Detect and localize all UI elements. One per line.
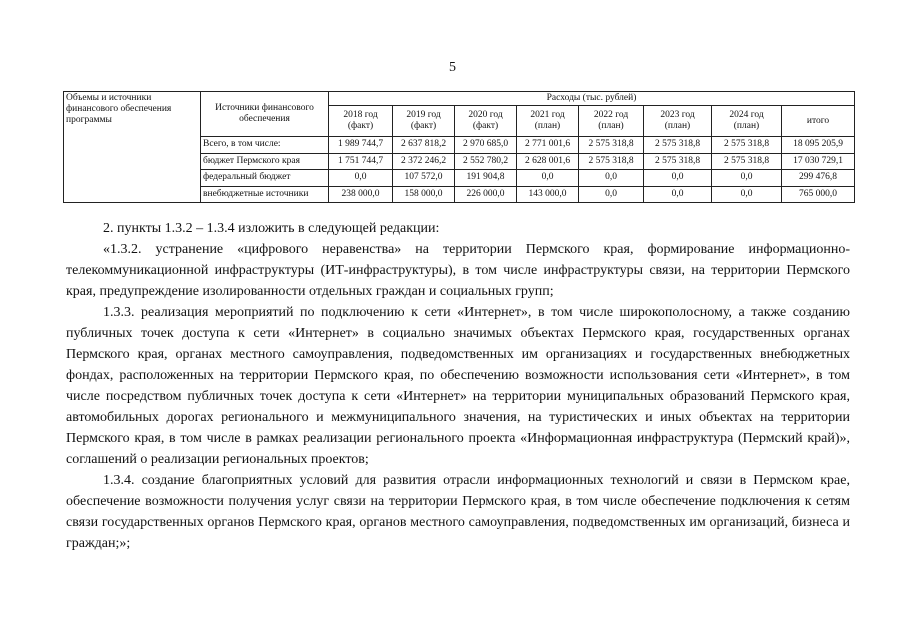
sources-header: Источники финансового обеспечения [201, 92, 329, 137]
total-header: итого [782, 106, 855, 137]
table-cell: 2 637 818,2 [393, 137, 455, 154]
table-cell: 2 970 685,0 [455, 137, 517, 154]
table-cell: 158 000,0 [393, 186, 455, 203]
table-cell: 238 000,0 [329, 186, 393, 203]
year-header: 2020 год (факт) [455, 106, 517, 137]
table-cell: 0,0 [579, 186, 644, 203]
table-cell: 2 575 318,8 [579, 153, 644, 170]
paragraph: «1.3.2. устранение «цифрового неравенства» на территории Пермского края, формирование информационно-телекоммуникационной инфраструктуры (ИТ-инфраструктуры), в том числе инфраструктуры связи, на территории Пермского края, предупреждение изолированности отдельных граждан и социальных групп; [66, 242, 850, 299]
year-header: 2024 год (план) [712, 106, 782, 137]
table-cell: 0,0 [579, 170, 644, 187]
table-cell: 226 000,0 [455, 186, 517, 203]
expenses-header: Расходы (тыс. рублей) [329, 92, 855, 106]
year-header: 2021 год (план) [517, 106, 579, 137]
program-financing-label: Объемы и источники финансового обеспечения программы [64, 92, 201, 203]
year-header: 2019 год (факт) [393, 106, 455, 137]
table-cell: 2 575 318,8 [644, 137, 712, 154]
table-cell: 2 628 001,6 [517, 153, 579, 170]
source-label: Всего, в том числе: [201, 137, 329, 154]
table-cell: 2 552 780,2 [455, 153, 517, 170]
table-cell: 107 572,0 [393, 170, 455, 187]
table-cell: 0,0 [644, 170, 712, 187]
table-cell: 0,0 [329, 170, 393, 187]
year-header: 2022 год (план) [579, 106, 644, 137]
body-text [66, 218, 850, 554]
table-cell: 2 575 318,8 [712, 153, 782, 170]
table-cell: 2 372 246,2 [393, 153, 455, 170]
table-cell: 1 751 744,7 [329, 153, 393, 170]
table-cell: 191 904,8 [455, 170, 517, 187]
table-cell: 2 771 001,6 [517, 137, 579, 154]
financing-table [63, 91, 855, 203]
source-label: внебюджетные источники [201, 186, 329, 203]
table-cell: 0,0 [644, 186, 712, 203]
page-number: 5 [449, 60, 456, 75]
table-cell: 765 000,0 [782, 186, 855, 203]
table-cell: 2 575 318,8 [712, 137, 782, 154]
source-label: федеральный бюджет [201, 170, 329, 187]
year-header: 2023 год (план) [644, 106, 712, 137]
source-label: бюджет Пермского края [201, 153, 329, 170]
table-cell: 2 575 318,8 [579, 137, 644, 154]
table-cell: 0,0 [517, 170, 579, 187]
table-cell: 0,0 [712, 186, 782, 203]
paragraph: 1.3.4. создание благоприятных условий для развития отрасли информационных технологий и связи в Пермском крае, обеспечение возможности получения услуг связи на территории Пермского края, в том числе обеспечение подключения к сетям связи государственных органов Пермского края, органов местного самоуправления, подведомственных им организаций, бизнеса и граждан;»; [66, 473, 850, 551]
paragraph: 1.3.3. реализация мероприятий по подключению к сети «Интернет», в том числе широкополосному, а также созданию публичных точек доступа к сети «Интернет» в социально значимых объектах Пермского края, государственных органах Пермского края, органах местного самоуправления, подведомственных им организациях и государственных внебюджетных фондах, расположенных на территории Пермского края, по обеспечению возможности использования сети «Интернет», в том числе посредством публичных точек доступа к сети «Интернет» на территории муниципальных образований Пермского края, автомобильных дорогах регионального и межмуниципального значения, на туристических и иных объектах на территории Пермского края, в том числе в рамках реализации регионального проекта «Информационная инфраструктура (Пермский край)», соглашений о реализации региональных проектов; [66, 305, 850, 467]
table-cell: 18 095 205,9 [782, 137, 855, 154]
table-cell: 1 989 744,7 [329, 137, 393, 154]
table-cell: 143 000,0 [517, 186, 579, 203]
paragraph: 2. пункты 1.3.2 – 1.3.4 изложить в следующей редакции: [103, 221, 440, 236]
table-cell: 299 476,8 [782, 170, 855, 187]
table-cell: 17 030 729,1 [782, 153, 855, 170]
table-cell: 0,0 [712, 170, 782, 187]
year-header: 2018 год (факт) [329, 106, 393, 137]
table-cell: 2 575 318,8 [644, 153, 712, 170]
